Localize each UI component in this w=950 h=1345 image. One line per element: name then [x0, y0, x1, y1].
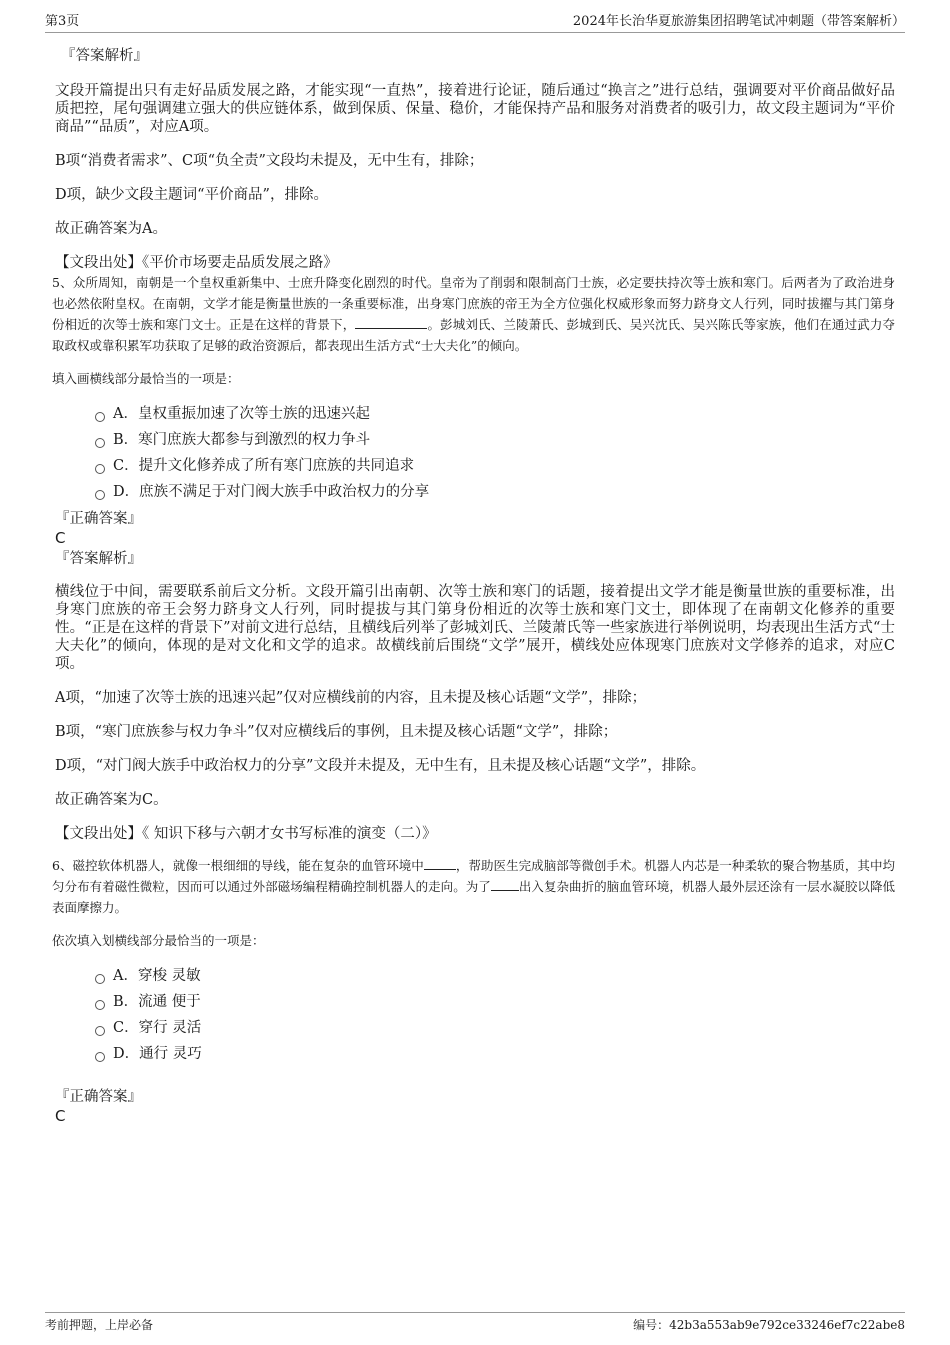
- q6-option-a[interactable]: A．穿梭 灵敏: [95, 963, 895, 989]
- q6-option-c[interactable]: C．穿行 灵活: [95, 1015, 895, 1041]
- q6-option-b[interactable]: B．流通 便于: [95, 989, 895, 1015]
- q6-stem: 6、磁控软体机器人，就像一根细细的导线，能在复杂的血管环境中 ，帮助医生完成脑部等微创手术。机器人内芯是一种柔软的聚合物基质，其中均匀分布有着磁性微粒，因而可以通过外部磁场编程精确控制机器人的走向。为了 出入复杂曲折的脑血管环境，机器人最外层还涂有一层水凝胶以降低表面摩擦力。: [52, 858, 895, 915]
- q6-options: [55, 963, 895, 1067]
- q5-analysis-p2: A项，“加速了次等士族的迅速兴起”仅对应横线前的内容，且未提及核心话题“文学”，排除；: [55, 690, 647, 706]
- q6-prompt: 依次填入划横线部分最恰当的一项是：: [52, 933, 265, 948]
- q5-analysis-p1: 横线位于中间，需要联系前后文分析。文段开篇引出南朝、次等士族和寒门的话题，接着提出文学才能是衡量世族的重要标准，出身寒门庶族的帝王会努力跻身文人行列，同时提拔与其门第身份相近的次等士族和寒门文士，即体现了在南朝文化修养的重要性。“正是在这样的背景下”对前文进行总结，且横线后列举了彭城刘氏、兰陵萧氏等一些家族进行举例说明，均表现出生活方式“士大夫化”的倾向，体现的是对文化和文学的追求。故横线前后围绕“文学”展开，横线处应体现寒门庶族对文学修养的追求，对应C项。: [55, 584, 895, 672]
- document-id: 编号：42b3a553ab9e792ce33246ef7c22abe8: [633, 1318, 905, 1332]
- q4-analysis-p1: 文段开篇提出只有走好品质发展之路，才能实现“一直热”，接着进行论证，随后通过“换言之”进行总结，强调要对平价商品做好品质把控，尾句强调建立强大的供应链体系，做到保质、保量、稳价，才能保持产品和服务对消费者的吸引力，故文段主题词为“平价商品”“品质”，对应A项。: [55, 83, 895, 135]
- q5-source: 【文段出处】《 知识下移与六朝才女书写标准的演变（二）》: [55, 826, 437, 842]
- page-header: [45, 12, 905, 33]
- q5-option-c[interactable]: C．提升文化修养成了所有寒门庶族的共同追求: [95, 453, 895, 479]
- q5-blank: [355, 316, 427, 329]
- radio-icon[interactable]: [95, 974, 105, 984]
- q5-option-b[interactable]: B．寒门庶族大都参与到激烈的权力争斗: [95, 427, 895, 453]
- q6-correct-answer: C: [55, 1107, 66, 1125]
- page-number: 第3页: [45, 14, 80, 29]
- q4-analysis-p2: B项“消费者需求”、C项“负全责”文段均未提及，无中生有，排除；: [55, 153, 484, 169]
- q5-correct-answer: C: [55, 529, 66, 547]
- footer-slogan: 考前押题，上岸必备: [45, 1318, 154, 1332]
- q4-analysis-p3: D项，缺少文段主题词“平价商品”，排除。: [55, 187, 328, 203]
- q5-options: [55, 401, 895, 505]
- q5-option-d[interactable]: D．庶族不满足于对门阀大族手中政治权力的分享: [95, 479, 895, 505]
- radio-icon[interactable]: [95, 490, 105, 500]
- radio-icon[interactable]: [95, 1000, 105, 1010]
- q4-source: 【文段出处】《平价市场要走品质发展之路》: [55, 255, 338, 271]
- q5-analysis-p3: B项，“寒门庶族参与权力争斗”仅对应横线后的事例，且未提及核心话题“文学”，排除；: [55, 724, 618, 740]
- q5-analysis-label: 『答案解析』: [55, 551, 142, 567]
- q4-analysis-label: 『答案解析』: [61, 48, 148, 64]
- radio-icon[interactable]: [95, 464, 105, 474]
- q6-option-d[interactable]: D．通行 灵巧: [95, 1041, 895, 1067]
- radio-icon[interactable]: [95, 438, 105, 448]
- q6-correct-label: 『正确答案』: [55, 1089, 142, 1105]
- radio-icon[interactable]: [95, 1052, 105, 1062]
- q5-stem: 5、众所周知，南朝是一个皇权重新集中、士庶升降变化剧烈的时代。皇帝为了削弱和限制高门士族，必定要扶持次等士族和寒门。后两者为了政治进身也必然依附皇权。在南朝，文学才能是衡量世族的一条重要标准，出身寒门庶族的帝王为全方位强化权威形象而努力跻身文人行列，同时拔擢与其门第身份相近的次等士族和寒门文士。正是在这样的背景下， 。彭城刘氏、兰陵萧氏、彭城到氏、吴兴沈氏、吴兴陈氏等家族，他们在通过武力夺取政权或靠积累军功获取了足够的政治资源后，都表现出生活方式“士大夫化”的倾向。: [52, 275, 895, 353]
- q5-conclusion: 故正确答案为C。: [55, 792, 168, 808]
- q4-conclusion: 故正确答案为A。: [55, 221, 167, 237]
- q5-option-a[interactable]: A．皇权重振加速了次等士族的迅速兴起: [95, 401, 895, 427]
- q5-correct-label: 『正确答案』: [55, 511, 142, 527]
- q6-blank-1: [424, 857, 456, 870]
- q5-analysis-p4: D项，“对门阀大族手中政治权力的分享”文段并未提及，无中生有，且未提及核心话题“文学”，排除。: [55, 758, 706, 774]
- page-footer: [45, 1312, 905, 1335]
- document-title: 2024年长治华夏旅游集团招聘笔试冲刺题（带答案解析）: [572, 14, 905, 29]
- radio-icon[interactable]: [95, 1026, 105, 1036]
- page-content: [52, 46, 895, 1125]
- radio-icon[interactable]: [95, 412, 105, 422]
- q6-blank-2: [491, 878, 519, 891]
- q5-prompt: 填入画横线部分最恰当的一项是：: [52, 371, 240, 386]
